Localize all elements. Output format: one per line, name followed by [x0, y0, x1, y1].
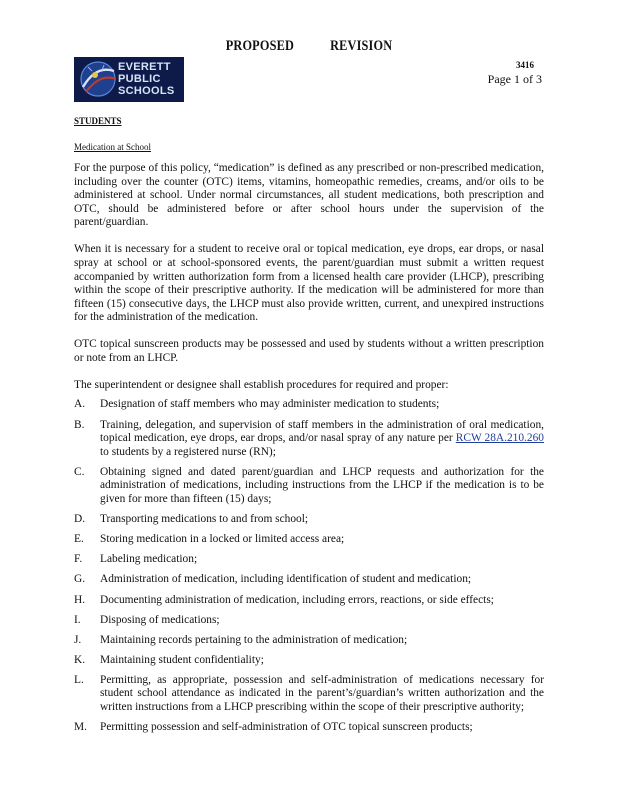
title-word-revision: REVISION	[330, 38, 393, 54]
paragraph-procedures-intro: The superintendent or designee shall establish procedures for required and proper:	[74, 378, 449, 391]
list-item-text: Documenting administration of medication, including errors, reactions, or side effects;	[100, 593, 494, 606]
list-item-text-after-link: to students by a registered nurse (RN);	[100, 445, 276, 458]
list-item-text: Obtaining signed and dated parent/guardian and LHCP requests and authorization for the administration of medications, including instructions from the LHCP if the medication is to be given for more than fifteen (15) days;	[100, 465, 544, 506]
list-item-text: Transporting medications to and from school;	[100, 513, 309, 526]
paragraph-sunscreen: OTC topical sunscreen products may be possessed and used by students without a written prescription or note from an LHCP.	[74, 338, 544, 364]
logo-text-line1: EVERETT	[118, 61, 171, 73]
list-item-letter: M.	[74, 721, 87, 734]
list-item-letter: D.	[74, 513, 86, 526]
title-word-proposed: PROPOSED	[225, 38, 295, 54]
paragraph-request: When it is necessary for a student to receive oral or topical medication, eye drops, ear drops, or nasal spray at school or at school-sponsored events, the parent/guardian must submit a written request accompanied by written authorization form from a licensed health care provider (LHCP), prescribing within the scope of their prescriptive authority. If the medication will be administered for more than fifteen (15) consecutive days, the LHCP must also provide written, current, and unexpired instructions for the administration of the medication.	[74, 243, 544, 324]
list-item-letter: E.	[74, 533, 84, 546]
logo-text-line3: SCHOOLS	[118, 85, 175, 97]
list-item-text: Maintaining records pertaining to the administration of medication;	[100, 633, 408, 646]
list-item	[74, 594, 544, 608]
list-item-letter: G.	[74, 573, 86, 586]
list-item-letter: B.	[74, 418, 85, 431]
list-item	[74, 466, 544, 507]
list-item	[74, 654, 544, 668]
list-item	[74, 419, 544, 460]
list-item-text: Labeling medication;	[100, 553, 198, 566]
list-item-text: Designation of staff members who may administer medication to students;	[100, 398, 440, 411]
list-item-text: Disposing of medications;	[100, 613, 220, 626]
rcw-link[interactable]: RCW 28A.210.260	[455, 432, 544, 445]
list-item	[74, 513, 544, 527]
list-item	[74, 721, 544, 735]
document-title	[56, 38, 563, 55]
everett-public-schools-logo	[74, 57, 184, 102]
list-item-text-before-link: Training, delegation, and supervision of staff members in the administration of oral medication, topical medication, eye drops, ear drops, and/or nasal spray of any nature per	[100, 418, 544, 445]
list-item-text: Permitting possession and self-administration of OTC topical sunscreen products;	[100, 721, 473, 734]
list-item	[74, 533, 544, 547]
list-item-letter: J.	[74, 633, 82, 646]
list-item-letter: C.	[74, 465, 85, 478]
policy-body	[74, 162, 544, 741]
paragraph-definition: For the purpose of this policy, “medication” is defined as any prescribed or non-prescribed medication, including over the counter (OTC) items, vitamins, homeopathic remedies, creams, and/or oils to be administered at school. Under normal circumstances, all student medications, both prescription and OTC, should be administered before or after school hours under the supervision of the parent/guardian.	[74, 162, 544, 229]
section-label: STUDENTS	[74, 116, 122, 126]
list-item	[74, 573, 544, 587]
policy-number: 3416	[516, 60, 534, 70]
list-item	[74, 614, 544, 628]
list-item-letter: H.	[74, 593, 86, 606]
list-item-letter: I.	[74, 613, 81, 626]
list-item-text: Permitting, as appropriate, possession and self-administration of medications necessary for student school attendance as indicated in the parent’s/guardian’s written authorization and the written instructions from a LHCP prescribing within the scope of their prescriptive authority;	[100, 673, 544, 714]
page-indicator: Page 1 of 3	[487, 72, 542, 86]
list-item	[74, 398, 544, 412]
list-item	[74, 634, 544, 648]
procedures-list	[74, 398, 544, 734]
list-item-letter: L.	[74, 673, 84, 686]
policy-title: Medication at School	[74, 142, 151, 152]
list-item-text	[100, 419, 544, 460]
list-item-text: Administration of medication, including identification of student and medication;	[100, 573, 472, 586]
list-item-letter: F.	[74, 553, 83, 566]
list-item	[74, 553, 544, 567]
list-item-text: Storing medication in a locked or limited access area;	[100, 533, 345, 546]
list-item-letter: A.	[74, 398, 86, 411]
list-item-letter: K.	[74, 653, 86, 666]
list-item	[74, 674, 544, 715]
list-item-text: Maintaining student confidentiality;	[100, 653, 264, 666]
logo-text-line2: PUBLIC	[118, 73, 161, 85]
